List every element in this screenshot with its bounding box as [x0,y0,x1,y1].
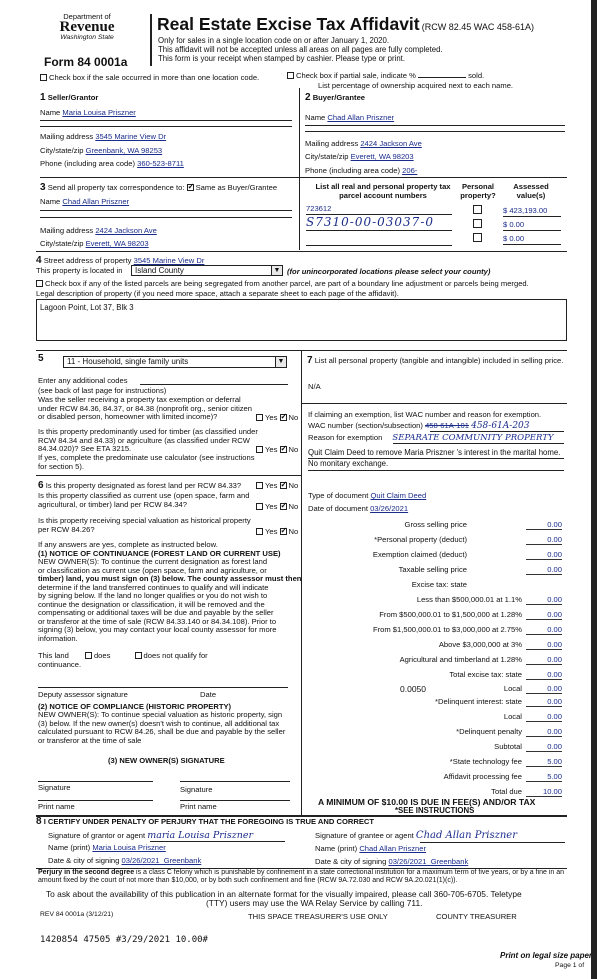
dept-line3: Washington State [60,34,114,41]
reason-row [308,433,554,443]
tax-row-label: Agricultural and timberland at 1.28% [399,655,522,664]
print-name-line[interactable] [38,800,153,801]
seller-phone-label: Phone (including area code) [40,159,135,168]
additional-codes-field[interactable] [140,384,288,385]
assessed-value[interactable]: $ 423,193.00 [503,206,548,215]
s6q3-answers [256,527,298,536]
land-use-select[interactable] [63,356,287,368]
yes-label: Yes [265,445,278,454]
no-label: No [288,502,299,511]
wac-struck-value: 458-61A-101 [425,421,469,430]
tax-row-label: Affidavit processing fee [443,772,522,781]
section7-divider [301,403,567,404]
tax-row-label: Total excise tax: state [449,670,522,679]
parcels-header-number: List all real and personal property tax parcel account numbers [315,182,451,200]
street-label: Street address of property [43,256,132,265]
seller-name-row [40,108,136,117]
legal-label: Legal description of property (if you need more space, attach a separate sheet to each page of the affidavit). [36,289,399,298]
exemption-explanation[interactable]: Quit Claim Deed to remove Maria Priszner 's interest in the marital home. No monitary exchange. [308,448,561,468]
yes-label: Yes [265,527,278,536]
segregated-row [36,279,529,288]
dept-line2: Revenue [59,19,115,35]
s6q1-yes-checkbox[interactable] [256,482,263,489]
legal-description-text: Lagoon Point, Lot 37, Blk 3 [40,303,134,312]
segregated-label: Check box if any of the listed parcels are being segregated from another parcel, are part of a boundary line adjustment or parcels being merged. [45,279,529,288]
multi-location-checkbox[interactable] [40,74,47,81]
county-select[interactable] [131,265,283,276]
seller-heading [40,92,98,103]
section6-question-2: Is this property classified as current use (open space, farm and agricultural, or timber) land per RCW 84.34? [38,491,250,509]
grantor-signature-field[interactable]: maria Louisa Priszner [147,830,254,841]
department-logo [44,12,130,41]
buyer-name-field[interactable]: Chad Allan Priszner [327,113,395,122]
parcel-line [306,230,452,231]
does-checkbox[interactable] [85,652,92,659]
buyer-extra-line [305,131,565,132]
reason-label: Reason for exemption [308,433,383,442]
perjury-title: Perjury in the second degree [38,869,135,876]
buyer-city-row [305,152,414,161]
notice2-line: NEW OWNER(S): To continue special valuation as historic property, sign [38,710,283,719]
seller-heading-number: 1 [40,92,46,103]
additional-codes-label: Enter any additional codes [38,376,128,385]
revision-number: REV 84 0001a (3/12/21) [40,911,114,918]
tax-row-value[interactable]: 0.00 [526,595,562,605]
tax-row-value[interactable]: 10.00 [526,787,562,797]
header-note-2: This affidavit will not be accepted unless all areas on all pages are fully completed. [158,45,443,54]
seller-mailing-row [40,132,166,141]
q1-answers [256,413,298,422]
correspondence-label: Send all property tax correspondence to: [47,183,185,192]
header-note-1: Only for sales in a single location code on or after January 1, 2020. [158,36,390,45]
buyer-mailing-field[interactable]: 2424 Jackson Ave [360,139,422,148]
no-label: No [288,445,299,454]
tax-row-label: Above $3,000,000 at 3% [438,640,522,649]
local-value[interactable]: 0.00 [526,684,562,694]
grantor-signature-row [48,830,253,841]
notice1-line: or classification as current use (open space, farm and agriculture, or [38,565,267,575]
tax-row-label: Total due [491,787,522,796]
value-line [503,216,561,217]
does-label: does [93,651,111,660]
minimum-due-note: A MINIMUM OF $10.00 IS DUE IN FEE(S) AND/OR TAX [318,797,536,807]
correspondence-city-label: City/state/zip [40,239,84,248]
rcw-reference: (RCW 82.45 WAC 458-61A) [421,22,534,32]
see-instructions-note: *SEE INSTRUCTIONS [395,806,475,815]
chevron-down-icon[interactable]: ▼ [271,266,282,275]
q2-answers [256,445,298,454]
tax-row-label: Gross selling price [404,520,467,529]
assessor-signature-label: Deputy assessor signature [38,690,128,699]
value-line [503,244,561,245]
grantor-name-row [48,843,166,852]
multi-location-label: Check box if the sale occurred in more than one location code. [49,73,260,82]
section7-row [307,356,565,365]
parcels-top-line [299,177,567,178]
sold-label: sold. [468,71,485,80]
grantor-name-field[interactable]: Maria Louisa Priszner [92,843,166,852]
perjury-text: is a class C felony which is punishable by confinement in a state correctional institution for a maximum term of five years, or by a fine in an amount fixed by the court of not more than $10,000, or by both such confinement and fine (RCW 9A.72.030 and RCW 9A.20.021(1)(c)). [38,869,565,884]
grantor-date-field[interactable]: 03/26/2021 Greenbank [121,856,202,865]
s6q2-no-checkbox[interactable] [280,503,287,510]
notice1-line: or transferor at the time of sale (RCW 84.33.140 or 84.34.108). Prior to [38,616,277,626]
parcel-row [306,204,331,213]
see-back-note: (see back of last page for instructions) [38,386,167,395]
exemption-label: If claiming an exemption, list WAC number and reason for exemption. [308,410,542,419]
grantor-date-row [48,856,201,865]
correspondence-mailing-field[interactable]: 2424 Jackson Ave [95,226,157,235]
personal-checkbox-3[interactable] [473,233,484,243]
owner-signature-line[interactable] [38,781,153,782]
partial-sale-row [287,71,484,80]
assessed-value[interactable]: $ 0.00 [503,220,525,229]
local-label: Local [503,684,522,693]
wac-field[interactable]: 458-61A-203 [471,421,530,431]
section4-top-line [36,251,567,252]
grantee-signature-row [315,830,517,841]
seller-mailing-label: Mailing address [40,132,94,141]
tax-row-value[interactable]: 5.00 [526,772,562,782]
reason-field[interactable]: SEPARATE COMMUNITY PROPERTY [392,433,554,443]
notice1-line: determine if the land transferred continues to qualify and will indicate [38,582,269,592]
buyer-heading-number: 2 [305,92,311,103]
same-as-buyer-checkbox[interactable] [187,184,194,191]
section6-number: 6 [38,480,44,491]
notice2-line: calculated pursuant to RCW 84.26, shall be due and payable by the seller [38,727,286,736]
correspondence-extra-line [40,217,292,218]
title-text: Real Estate Excise Tax Affidavit [157,14,420,34]
wac-line [430,431,564,432]
tax-row-label: *Delinquent interest: state [435,697,522,706]
notice1-line: by signing below. If the land no longer qualifies or you do not wish to [38,591,268,600]
q1-yes-checkbox[interactable] [256,414,263,421]
buyer-phone-label: Phone (including area code) [305,166,400,175]
q2-no-checkbox[interactable] [280,446,287,453]
located-label: This property is located in [36,266,123,275]
no-label: No [288,527,299,536]
notice2-line: (3) below. If the new owner(s) doesn't wish to continue, all additional tax [38,718,280,728]
tax-row-label: *Personal property (deduct) [374,535,467,544]
perjury-notice [38,869,566,885]
assessor-date-label: Date [200,690,217,699]
s6q3-yes-checkbox[interactable] [256,528,263,535]
tax-row-value[interactable]: 0.00 [526,550,562,560]
value-line [503,230,561,231]
seller-extra-line [40,126,292,127]
continuance-label: continuance. [38,660,82,669]
county-note: (for unincorporated locations please select your county) [287,267,491,276]
partial-pct-field[interactable] [418,77,466,78]
treasurer-use-label: THIS SPACE TREASURER'S USE ONLY [248,912,388,921]
tax-row-label: Excise tax: state [411,580,467,589]
tax-row-label: From $500,000.01 to $1,500,000 at 1.28% [379,610,522,619]
correspondence-mailing-row [40,226,157,235]
signature-label: Signature [38,783,71,792]
notice1-line: timber) land, you must sign on (3) below. The county assessor must then [38,574,302,583]
parcels-header-personal: Personal property? [460,182,496,200]
correspondence-name-field[interactable]: Chad Allan Priszner [62,197,130,206]
s6q2-answers [256,502,298,511]
section3-top-line [40,177,299,178]
accessibility-note-2: (TTY) users may use the WA Relay Service by calling 711. [206,898,423,908]
seller-heading-label: Seller/Grantor [47,93,99,102]
yes-label: Yes [265,481,278,490]
section4-number: 4 [36,255,42,266]
explanation-line [308,458,564,459]
print-name-label: Print name [38,802,75,811]
parcel-number-field[interactable]: S7310-00-03037-0 [306,215,435,229]
tax-row-value[interactable]: 0.00 [526,727,562,737]
print-legal-note: Print on legal size paper. [500,951,594,960]
q1-no-checkbox[interactable] [280,414,287,421]
section5-question-1: Was the seller receiving a property tax exemption or deferral under RCW 84.36, 84.37, or 84.38 (nonprofit org., senior citizen or disabled person, homeowner with limited income)? [38,395,253,421]
multi-location-row [40,73,259,82]
buyer-mailing-row [305,139,422,148]
notice1-line: NEW OWNER(S): To continue the current designation as forest land [38,557,268,566]
tax-row-label: Less than $500,000.01 at 1.1% [416,595,522,604]
grantee-signature-line [420,842,565,843]
grantee-name-label: Name (print) [315,844,358,853]
notice2-line: or transferor at the time of sale [38,735,142,745]
grantee-date-field[interactable]: 03/26/2021 Greenbank [388,857,469,866]
tax-row-label: Subtotal [494,742,522,751]
tax-row-value[interactable]: 0.00 [526,697,562,707]
personal-property-value[interactable]: N/A [308,382,321,391]
county-treasurer-label: COUNTY TREASURER [436,912,517,921]
cashier-stamp: 1420854 47505 #3/29/2021 10.00# [40,935,208,945]
owner-signature-line[interactable] [180,781,290,782]
explanation-line [308,470,564,471]
correspondence-name-line [40,210,292,211]
does-not-label: does not qualify for [143,651,208,660]
reason-line [393,443,564,444]
notice2-title: (2) NOTICE OF COMPLIANCE (HISTORIC PROPERTY) [38,702,232,711]
notice1-line: compensating or additional taxes will be due and payable by the seller [38,608,274,617]
correspondence-city-row [40,239,149,248]
section6-question-1: Is this property designated as forest land per RCW 84.33? [45,481,242,490]
tax-row-value[interactable]: 5.00 [526,757,562,767]
correspondence-mailing-label: Mailing address [40,226,94,235]
grantee-signature-label: Signature of grantee or agent [315,831,414,840]
any-yes-note: If any answers are yes, complete as instructed below. [38,540,218,549]
grantor-name-label: Name (print) [48,843,91,852]
doc-date-row [308,504,408,513]
does-not-checkbox[interactable] [135,652,142,659]
seller-phone-field[interactable]: 360-523-8711 [137,159,184,168]
assessed-value[interactable]: $ 0.00 [503,234,525,243]
buyer-heading [305,92,365,103]
grantor-signature-label: Signature of grantor or agent [48,831,146,840]
ownership-note: List percentage of ownership acquired next to each name. [318,81,514,90]
tax-row-label: Taxable selling price [398,565,467,574]
legal-description-field[interactable] [36,299,567,341]
tax-row-value[interactable]: 0.00 [526,565,562,575]
seller-phone-row [40,159,184,168]
new-owner-signature-title: (3) NEW OWNER(S) SIGNATURE [108,756,225,765]
notice1-line: continue the designation or classification, it will be removed and the [38,599,265,609]
tax-row-value[interactable]: 0.00 [526,655,562,665]
s6q1-no-checkbox[interactable] [280,482,287,489]
s6q3-no-checkbox[interactable] [280,528,287,535]
doc-type-label: Type of document [308,491,369,500]
correspondence-name-label: Name [40,197,61,206]
tax-row-value[interactable]: 0.00 [526,625,562,635]
column-divider-top [299,88,300,250]
doc-type-field[interactable]: Quit Claim Deed [370,491,427,500]
tax-row-value[interactable]: 0.00 [526,712,562,722]
s6q2-yes-checkbox[interactable] [256,503,263,510]
notice2-body [38,711,285,745]
seller-name-label: Name [40,108,61,117]
tax-row-label: Local [503,712,522,721]
buyer-mailing-label: Mailing address [305,139,359,148]
section6-question-3: Is this property receiving special valuation as historical property per RCW 84.26? [38,516,251,534]
page-indicator: Page 1 of [555,962,585,969]
tax-row-label: *State technology fee [449,757,522,766]
partial-sale-label: Check box if partial sale, indicate % [296,71,416,80]
grantor-date-label: Date & city of signing [48,856,120,865]
grantor-signature-line [150,841,285,842]
buyer-name-line [305,125,565,126]
county-value: Island County [135,266,184,275]
page-edge [591,0,597,979]
this-land-label: This land [38,651,69,660]
parcel-row [306,215,434,229]
notice1-body [38,558,301,643]
seller-city-field[interactable]: Greenbank, WA 98253 [85,146,163,155]
yes-label: Yes [265,502,278,511]
grantee-date-label: Date & city of signing [315,857,387,866]
tax-row-value[interactable]: 0.00 [526,610,562,620]
buyer-city-field[interactable]: Everett, WA 98203 [350,152,414,161]
signature-label: Signature [180,785,213,794]
grantee-signature-field[interactable]: Chad Allan Priszner [415,830,518,841]
print-name-line[interactable] [180,800,290,801]
header-divider [150,14,152,66]
tax-row-value[interactable]: 0.00 [526,535,562,545]
this-land-row [38,651,208,660]
buyer-name-row [305,113,394,122]
seller-city-row [40,146,162,155]
form-number: Form 84 0001a [44,55,128,69]
dept-line1: Department of [63,12,111,21]
print-name-label: Print name [180,802,217,811]
personal-property-checkbox[interactable] [473,219,482,228]
grantee-name-row [315,844,426,853]
notice1-title: (1) NOTICE OF CONTINUANCE (FOREST LAND OR CURRENT USE) [38,549,281,558]
parcel-line [306,245,452,246]
tax-row-label: *Delinquent penalty [456,727,522,736]
personal-checkbox-2[interactable] [473,219,484,229]
seller-name-field[interactable]: Maria Louisa Priszner [62,108,136,117]
section5-number: 5 [38,353,44,364]
tax-row-value[interactable]: 0.00 [526,520,562,530]
section6-top-line [36,475,301,476]
section5-question-2b: If yes, complete the predominate use calculator (see instructions for section 5). [38,453,255,471]
correspondence-row [40,182,277,193]
street-field[interactable]: 3545 Marine View Dr [133,256,205,265]
buyer-name-label: Name [305,113,326,122]
personal-property-checkbox[interactable] [473,205,482,214]
local-rate[interactable]: 0.0050 [400,684,426,694]
seller-name-line [40,120,292,121]
personal-checkbox-1[interactable] [473,205,484,215]
s6q1-answers [256,481,298,490]
no-label: No [288,481,299,490]
buyer-phone-field[interactable]: 206- [402,166,418,175]
section5-question-2: Is this property predominantly used for timber (as classified under RCW 84.34 and 84.33) or agriculture (as classified under RCW 84.34.020)? See ETA 3215. [38,427,258,453]
doc-date-label: Date of document [308,504,368,513]
doc-date-field[interactable]: 03/26/2021 [370,504,409,513]
wac-label: WAC number (section/subsection) [308,421,423,430]
section8-number: 8 [36,816,42,827]
wac-row [308,421,530,431]
header-note-3: This form is your receipt when stamped by cashier. Please type or print. [158,54,406,63]
segregated-checkbox[interactable] [36,280,43,287]
seller-city-label: City/state/zip [40,146,84,155]
land-use-value: 11 - Household, single family units [67,357,189,366]
chevron-down-icon[interactable]: ▼ [275,357,286,367]
notice1-line: information. [38,633,78,643]
section7-label: List all personal property (tangible and intangible) included in selling price. [314,356,564,365]
same-as-buyer-label: Same as Buyer/Grantee [195,183,278,192]
accessibility-note-1: To ask about the availability of this publication in an alternate format for the visually impaired, please call 360-705-6705. Teletype [46,889,522,899]
assessor-signature-line[interactable] [38,687,288,688]
seller-mailing-field[interactable]: 3545 Marine View Dr [95,132,167,141]
parcel-number-field[interactable]: 723612 [306,204,332,213]
tax-row-value[interactable]: 0.00 [526,670,562,680]
certify-row [36,816,374,827]
correspondence-city-field[interactable]: Everett, WA 98203 [85,239,149,248]
no-label: No [288,413,299,422]
partial-sale-checkbox[interactable] [287,72,294,79]
personal-property-checkbox[interactable] [473,233,482,242]
certify-statement: I CERTIFY UNDER PENALTY OF PERJURY THAT THE FOREGOING IS TRUE AND CORRECT [43,817,375,826]
yes-label: Yes [265,413,278,422]
doc-type-row [308,491,426,500]
parcels-header-value: Assessed value(s) [513,182,549,200]
tax-row-label: From $1,500,000.01 to $3,000,000 at 2.75% [372,625,522,634]
section6-q1-row [38,480,241,491]
buyer-heading-label: Buyer/Grantee [312,93,366,102]
section3-number: 3 [40,182,46,193]
correspondence-name-row [40,197,129,206]
buyer-city-label: City/state/zip [305,152,349,161]
q2-yes-checkbox[interactable] [256,446,263,453]
buyer-phone-row [305,166,417,175]
grantee-date-row [315,857,468,866]
tax-row-value[interactable]: 0.00 [526,742,562,752]
tax-row-value[interactable]: 0.00 [526,640,562,650]
form-title [157,14,534,35]
tax-row-label: Exemption claimed (deduct) [372,550,467,559]
grantee-name-field[interactable]: Chad Allan Priszner [359,844,427,853]
section7-number: 7 [307,355,313,366]
notice1-line: signing (3) below, you may contact your local county assessor for more [38,625,277,634]
